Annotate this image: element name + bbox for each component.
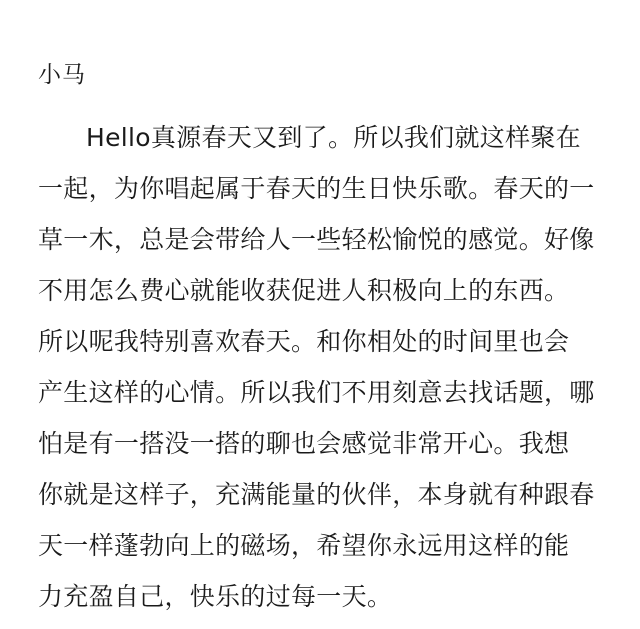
letter-line: 草一木，总是会带给人一些轻松愉悦的感觉。好像 <box>38 225 595 254</box>
letter-line: 力充盈自己，快乐的过每一天。 <box>38 582 393 611</box>
letter-line: Hello真源春天又到了。所以我们就这样聚在 <box>86 123 581 152</box>
letter-line: 所以呢我特别喜欢春天。和你相处的时间里也会 <box>38 327 570 356</box>
letter-line: 一起，为你唱起属于春天的生日快乐歌。春天的一 <box>38 174 595 203</box>
letter-line: 天一样蓬勃向上的磁场，希望你永远用这样的能 <box>38 531 570 560</box>
letter-line: 怕是有一搭没一搭的聊也会感觉非常开心。我想 <box>38 429 570 458</box>
letter-line: 你就是这样子，充满能量的伙伴，本身就有种跟春 <box>38 480 595 509</box>
letter-body <box>38 119 608 629</box>
letter-line: 不用怎么费心就能收获促进人积极向上的东西。 <box>38 276 570 305</box>
letter-line: 产生这样的心情。所以我们不用刻意去找话题，哪 <box>38 378 595 407</box>
salutation: 小马 <box>38 62 86 88</box>
